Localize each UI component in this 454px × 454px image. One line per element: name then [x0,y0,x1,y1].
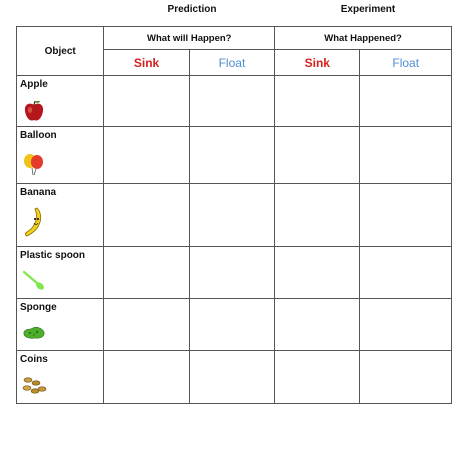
sink-float-table [16,26,452,404]
table-row [17,127,452,184]
sponge-icon [21,319,47,345]
experiment-float-cell[interactable] [360,76,452,127]
prediction-question-header: What will Happen? [104,27,275,50]
prediction-heading: Prediction [167,4,217,15]
object-cell [17,76,104,127]
experiment-float-cell[interactable] [360,184,452,247]
prediction-float-cell[interactable] [189,184,274,247]
prediction-float-cell[interactable] [189,299,274,351]
prediction-float-cell[interactable] [189,76,274,127]
plastic-spoon-icon [21,267,47,293]
experiment-sink-cell[interactable] [275,299,360,351]
object-name: Balloon [20,130,57,141]
experiment-float-cell[interactable] [360,299,452,351]
experiment-float-cell[interactable] [360,247,452,299]
prediction-sink-cell[interactable] [104,351,189,404]
balloon-icon [21,151,47,177]
table-row [17,184,452,247]
object-cell [17,184,104,247]
object-cell [17,299,104,351]
apple-icon [21,98,47,124]
table-row [17,299,452,351]
coins-icon [21,372,47,398]
prediction-float-cell[interactable] [189,127,274,184]
experiment-float-cell[interactable] [360,351,452,404]
experiment-question-header: What Happened? [275,27,452,50]
experiment-sink-cell[interactable] [275,76,360,127]
header-row-1 [17,27,452,50]
experiment-sink-cell[interactable] [275,184,360,247]
experiment-float-header: Float [360,50,452,76]
object-name: Apple [20,79,48,90]
object-name: Banana [20,187,57,198]
prediction-sink-cell[interactable] [104,184,189,247]
object-cell [17,351,104,404]
object-cell [17,127,104,184]
object-cell [17,247,104,299]
experiment-sink-cell[interactable] [275,247,360,299]
prediction-sink-cell[interactable] [104,299,189,351]
object-column-header: Object [17,27,104,76]
experiment-sink-cell[interactable] [275,351,360,404]
object-name: Plastic spoon [20,250,86,261]
prediction-float-cell[interactable] [189,351,274,404]
experiment-heading: Experiment [340,4,396,15]
object-name: Coins [20,354,48,365]
experiment-float-cell[interactable] [360,127,452,184]
prediction-sink-cell[interactable] [104,247,189,299]
object-name: Sponge [20,302,57,313]
prediction-float-cell[interactable] [189,247,274,299]
experiment-sink-cell[interactable] [275,127,360,184]
table-row [17,247,452,299]
table-row [17,76,452,127]
prediction-sink-header: Sink [104,50,189,76]
prediction-sink-cell[interactable] [104,76,189,127]
table-row [17,351,452,404]
prediction-float-header: Float [189,50,274,76]
experiment-sink-header: Sink [275,50,360,76]
banana-icon [21,206,47,238]
prediction-sink-cell[interactable] [104,127,189,184]
